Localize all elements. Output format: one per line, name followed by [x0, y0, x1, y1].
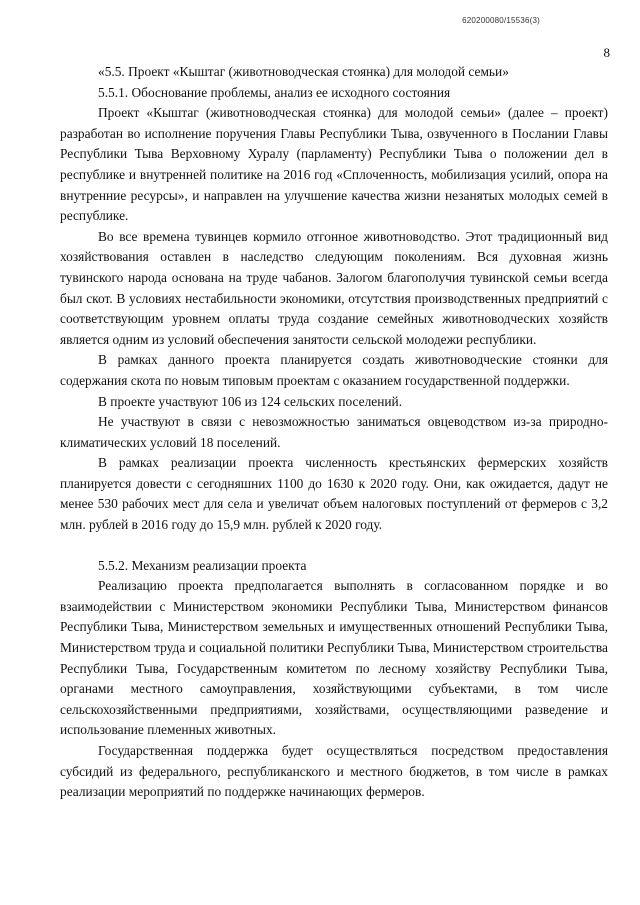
- paragraph: Не участвуют в связи с невозможностью заниматься овцеводством из-за природно-климатических условий 18 поселений.: [60, 414, 608, 450]
- paragraph: В проекте участвуют 106 из 124 сельских поселений.: [98, 393, 403, 409]
- spacer: [60, 536, 608, 556]
- paragraph: Государственная поддержка будет осуществляться посредством предоставления субсидий из федерального, республиканского и местного бюджетов, в том числе в рамках реализации мероприятий по поддержке начинающих фермеров.: [60, 743, 608, 800]
- paragraph: В рамках данного проекта планируется создать животноводческие стоянки для содержания скота по новым типовым проектам с оказанием государственной поддержки.: [60, 352, 608, 388]
- section-heading: «5.5. Проект «Кыштаг (животноводческая стоянка) для молодой семьи»: [98, 64, 509, 79]
- paragraph: Во все времена тувинцев кормило отгонное животноводство. Этот традиционный вид хозяйствования оставлен в наследство следующим поколениям. Вся духовная жизнь тувинского народа основана на труде чабанов. Залогом благополучия тувинской семьи всегда был скот. В условиях нестабильности экономики, отсутствия производственных предприятий с соответствующим уровнем оплаты труда создание семейных животноводческих хозяйств является одним из условий обеспечения занятости сельской молодежи республики.: [60, 228, 608, 347]
- subsection-heading: 5.5.2. Механизм реализации проекта: [98, 557, 307, 573]
- page-number: 8: [603, 45, 610, 60]
- paragraph: Проект «Кыштаг (животноводческая стоянка) для молодой семьи» (далее – проект) разработан во исполнение поручения Главы Республики Тыва, озвученного в Послании Главы Республики Тыва Верховному Хуралу (парламенту) Республики Тыва о положении дел в республике и внутренней политике на 2016 год «Сплоченность, мобилизация усилий, опора на внутренние ресурсы», и направлен на улучшение качества жизни незанятых молодых семей в республике.: [60, 105, 608, 224]
- document-body: [60, 62, 608, 803]
- subsection-heading: 5.5.1. Обоснование проблемы, анализ ее исходного состояния: [98, 84, 451, 100]
- paragraph: Реализацию проекта предполагается выполнять в согласованном порядке и во взаимодействии с Министерством экономики Республики Тыва, Министерством финансов Республики Тыва, Министерством земельных и имущественных отношений Республики Тыва, Министерством труда и социальной политики Республики Тыва, Министерством строительства Республики Тыва, Государственным комитетом по лесному хозяйству Республики Тыва, органами местного самоуправления, хозяйствующими субъектами, в том числе сельскохозяйственными предприятиями, хозяйствами, осуществляющими разведение и использование племенных животных.: [60, 578, 608, 738]
- document-id: 620200080/15536(3): [462, 16, 540, 25]
- paragraph: В рамках реализации проекта численность крестьянских фермерских хозяйств планируется довести с сегодняшних 1100 до 1630 к 2020 году. Они, как ожидается, дадут не менее 530 рабочих мест для села и увеличат объем налоговых поступлений от фермеров с 3,2 млн. рублей в 2016 году до 15,9 млн. рублей к 2020 году.: [60, 455, 608, 533]
